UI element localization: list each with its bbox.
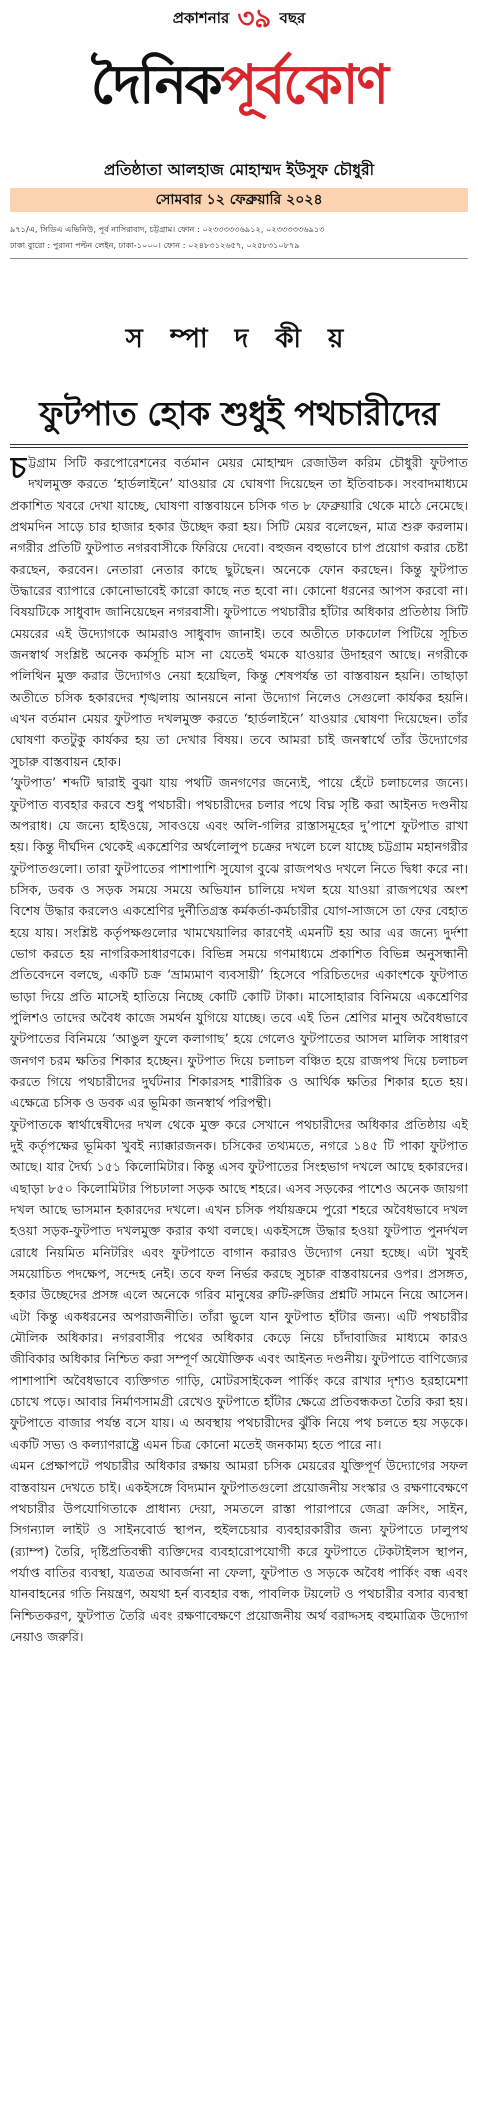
section-title: স ম্পা দ কী য় — [125, 324, 353, 354]
headline-rule-top — [10, 444, 468, 445]
article-paragraph: ফুটপাতকে স্বার্থান্বেষীদের দখল থেকে মুক্ত করে সেখানে পথচারীদের অধিকার প্রতিষ্ঠায় এই দুই কর্তৃপক্ষের ভূমিকা খুবই ন্যাক্কারজনক। চসিকের তথ্যমতে, নগরে ১৪৫ টি পাকা ফুটপাত আছে। যার দৈর্ঘ্য ১৫১ কিলোমিটার। কিন্তু এসব ফুটপাতের সিংহভাগ দখলে আছে হকারদের। এছাড়া ৮৫০ কিলোমিটার পিচঢালা সড়ক আছে শহরে। এসব সড়কের পাশেও অনেক জায়গা দখল আছে ভাসমান হকারদের দখলে। এখন চসিক পর্যায়ক্রমে পুরো শহরে অবৈধভাবে দখল হওয়া সড়ক-ফুটপাত দখলমুক্ত করার কথা বলছে। একইসঙ্গে উদ্ধার হওয়া ফুটপাত পুনর্দখল রোধে নিয়মিত মনিটরিং এবং ফুটপাতে বাগান করারও উদ্যোগ নেয়া হচ্ছে। এটা খুবই সময়োচিত পদক্ষেপ, সন্দেহ নেই। তবে ফল নির্ভর করছে সুচারু বাস্তবায়নের ওপর। প্রসঙ্গত, হকার উচ্ছেদের প্রসঙ্গ এলে অনেকে গরিব মানুষের রুটি-রুজির প্রশ্নটি সামনে নিয়ে আসেন। এটা কিন্তু একধরনের অপরাজনীতি। তাঁরা ভুলে যান ফুটপাত হাঁটার জন্য। এটি পথচারীর মৌলিক অধিকার। নগরবাসীর পথের অধিকার কেড়ে নিয়ে চাঁদাবাজির মাধ্যমে কারও জীবিকার অধিকার নিশ্চিত করা সম্পূর্ণ অযৌক্তিক এবং আইনত দণ্ডনীয়। ফুটপাতে বাণিজ্যের পাশাপাশি অবৈধভাবে ব্যক্তিগত গাড়ি, মোটরসাইকেল পার্কিং করে রাখার দৃশ্যও হরহামেশা চোখে পড়ে। আবার নির্মাণসামগ্রী রেখেও ফুটপাতে হাঁটার ক্ষেত্রে প্রতিবন্ধকতা তৈরি করা হয়। ফুটপাতে বাজার পর্যন্ত বসে যায়। এ অবস্থায় পথচারীদের ঝুঁকি নিয়ে পথ চলতে হয় সড়কে। একটি সভ্য ও কল্যাণরাষ্ট্রে এমন চিত্র কোনো মতেই জনকাম্য হতে পারে না। — [10, 1116, 468, 1452]
header-divider — [10, 258, 468, 259]
founder-line: প্রতিষ্ঠাতা আলহাজ মোহাম্মদ ইউসুফ চৌধুরী — [103, 161, 375, 179]
headline-rule-bottom — [10, 447, 468, 448]
masthead-part1: দৈনিক — [90, 53, 221, 116]
anniversary-suffix: বছর — [279, 9, 306, 27]
article-body — [10, 452, 468, 2102]
article-headline: ফুটপাত হোক শুধুই পথচারীদের — [39, 394, 439, 433]
anniversary-prefix: প্রকাশনার — [172, 9, 230, 27]
drop-cap: চ — [10, 452, 27, 486]
address-line-2: ঢাকা ব্যুরো : পুরানা পল্টন লেইন, ঢাকা-১০০০। ফোন : ০২৪৮৩১২৬৫৭, ০২৫৮৩১০৮৭৯ — [10, 240, 300, 250]
address-line-1: ৯৭১/এ, সিডিএ এভিনিউ, পূর্ব নাসিরাবাদ, চট্টগ্রাম। ফোন : ০২৩৩৩৩৩৬৯১২, ০২৩৩৩৩৩৬৯১৩ — [10, 224, 325, 234]
anniversary-number: ৩৯ — [237, 4, 272, 34]
masthead-part2: পূর্বকোণ — [220, 53, 388, 116]
date-bar: সোমবার ১২ ফেব্রুয়ারি ২০২৪ — [10, 188, 468, 212]
article-paragraph: এমন প্রেক্ষাপটে পথচারীর অধিকার রক্ষায় আমরা চসিক মেয়রের যুক্তিপূর্ণ উদ্যোগের সফল বাস্তবায়ন দেখতে চাই। একইসঙ্গে বিদ্যমান ফুটপাতগুলো প্রয়োজনীয় সংস্কার ও রক্ষণাবেক্ষণে পথচারীর উপযোগিতাকে প্রাধান্য দেয়া, সমতলে রাস্তা পারাপারে জেব্রা ক্রসিং, সাইন, সিগন্যাল লাইট ও সাইনবোর্ড স্থাপন, হুইলচেয়ার ব্যবহারকারীর জন্য ফুটপাতে ঢালুপথ (র‍্যাম্প) তৈরি, দৃষ্টিপ্রতিবন্ধী ব্যক্তিদের ব্যবহারোপযোগী করে ফুটপাতে টেকটাইলস স্থাপন, পর্যাপ্ত বাতির ব্যবস্থা, যত্রতত্র আবর্জনা না ফেলা, ফুটপাত ও সড়কে অবৈধ পার্কিং বন্ধ এবং যানবাহনের গতি নিয়ন্ত্রণ, অযথা হর্ন ব্যবহার বন্ধ, পাবলিক টয়লেট ও পথচারীর বসার ব্যবস্থা নিশ্চিতকরণ, ফুটপাত তৈরি এবং রক্ষণাবেক্ষণে প্রয়োজনীয় অর্থ বরাদ্দসহ বহুমাত্রিক উদ্যোগ নেয়াও জরুরি। — [10, 1458, 468, 1644]
article-paragraph — [10, 452, 468, 772]
paragraph-text: ট্টগ্রাম সিটি করপোরেশনের বর্তমান মেয়র মোহাম্মদ রেজাউল করিম চৌধুরী ফুটপাত দখলমুক্ত করতে ‘হার্ডলাইনে’ যাওয়ার যে ঘোষণা দিয়েছেন তা ইতিবাচক। সংবাদমাধ্যমে প্রকাশিত খবরে দেখা যাচ্ছে, ঘোষণা বাস্তবায়নে চসিক গত ৮ ফেব্রুয়ারি থেকে মাঠে নেমেছে। প্রথমদিন সাড়ে চার হাজার হকার উচ্ছেদ করা হয়। সিটি মেয়র বলেছেন, মাত্র শুরু করলাম। নগরীর প্রতিটি ফুটপাত নগরবাসীকে ফিরিয়ে দেবো। বহুজন বহুভাবে চাপ প্রয়োগ করার চেষ্টা করছেন, করবেন। নেতারা নেতার কাছে ছুটছেন। অনেকে ফোন করছেন। কিন্তু ফুটপাত উদ্ধারের ব্যাপারে কোনোভাবেই কারো কাছে নত হবো না। কোনো ধরনের আপস করবো না। বিষয়টিকে সাধুবাদ জানিয়েছেন নগরবাসী। ফুটপাতে পথচারীর হাঁটার অধিকার প্রতিষ্ঠায় সিটি মেয়রের এই উদ্যোগকে আমরাও সাধুবাদ জানাই। তবে অতীতে ঢাকঢোল পিটিয়ে সূচিত জনস্বার্থ সংশ্লিষ্ট অনেক কর্মসূচি মাস না যেতেই থমকে যাওয়ার উদাহরণ আছে। নগরীকে পলিথিন মুক্ত করার উদ্যোগও নেয়া হয়েছিল, কিন্তু শেষপর্যন্ত তা বাস্তবায়ন হয়নি। তাছাড়া অতীতে চসিক হকারদের শৃঙ্খলায় আনয়নে নানা উদ্যোগ নিলেও সেগুলো কার্যকর হয়নি। এখন বর্তমান মেয়র ফুটপাত দখলমুক্ত করতে ‘হার্ডলাইনে’ যাওয়ার ঘোষণা দিয়েছেন। তাঁর ঘোষণা কতটুকু কার্যকর হয় তা দেখার বিষয়। তবে আমরা চাই জনস্বার্থে তাঁর উদ্যোগের সুচারু বাস্তবায়ন হোক। — [10, 455, 468, 769]
masthead-logo — [0, 50, 478, 120]
anniversary-banner — [0, 6, 478, 32]
article-paragraph: ‘ফুটপাত’ শব্দটি দ্বারাই বুঝা যায় পথটি জনগণের জন্যেই, পায়ে হেঁটে চলাচলের জন্যে। ফুটপাত ব্যবহার করবে শুধু পথচারী। পথচারীদের চলার পথে বিঘ্ন সৃষ্টি করা আইনত দণ্ডনীয় অপরাধ। যে জন্যে হাইওয়ে, সাবওয়ে এবং অলি-গলির রাস্তাসমূহের দু’পাশে ফুটপাত রাখা হয়। কিন্তু দীর্ঘদিন থেকেই একশ্রেণির অর্থলোলুপ চক্রের দখলে চলে যাচ্ছে চট্টগ্রাম মহানগরীর ফুটপাতগুলো। তারা ফুটপাতের পাশাপাশি সুযোগ বুঝে রাজপথও দখলে নিতে দ্বিধা করে না। চসিক, ডবক ও সড়ক সময়ে সময়ে অভিযান চালিয়ে দখল হয়ে যাওয়া রাজপথের অংশ বিশেষ উদ্ধার করলেও একশ্রেণির দুর্নীতিগ্রস্ত কর্মকর্তা-কর্মচারীর যোগ-সাজসে তা ফের বেহাত হয়ে যায়। সংশ্লিষ্ট কর্তৃপক্ষগুলোর খামখেয়ালির কারণেই এমনটি হয় আর এর জন্যে দুর্দশা ভোগ করতে হয় নাগরিকসাধারণকে। বিভিন্ন সময়ে গণমাধ্যমে প্রকাশিত বিভিন্ন অনুসন্ধানী প্রতিবেদনে বলছে, একটি চক্র ‘ভ্রাম্যমাণ ব্যবসায়ী’ হিসেবে পরিচিতদের একাংশকে ফুটপাত ভাড়া দিয়ে প্রতি মাসেই হাতিয়ে নিচ্ছে কোটি কোটি টাকা। মাসোহারার বিনিময়ে একশ্রেণির পুলিশও তাদের অবৈধ কাজে সমর্থন যুগিয়ে যাচ্ছে। তবে এই তিন শ্রেণির মানুষ অবৈধভাবে ফুটপাতের বিনিময়ে ‘আঙুল ফুলে কলাগাছ’ হয়ে গেলেও ফুটপাতের আসল মালিক সাধারণ জনগণ চরম ক্ষতির শিকার হচ্ছেন। ফুটপাত দিয়ে চলাচল বঞ্চিত হয়ে রাজপথ দিয়ে চলাচল করতে গিয়ে পথচারীদের দুর্ঘটনার শিকারসহ শারীরিক ও আর্থিক ক্ষতির শিকার হতে হয়। এক্ষেত্রে চসিক ও ডবক এর ভূমিকা জনস্বার্থ পরিপন্থী। — [10, 775, 468, 1111]
